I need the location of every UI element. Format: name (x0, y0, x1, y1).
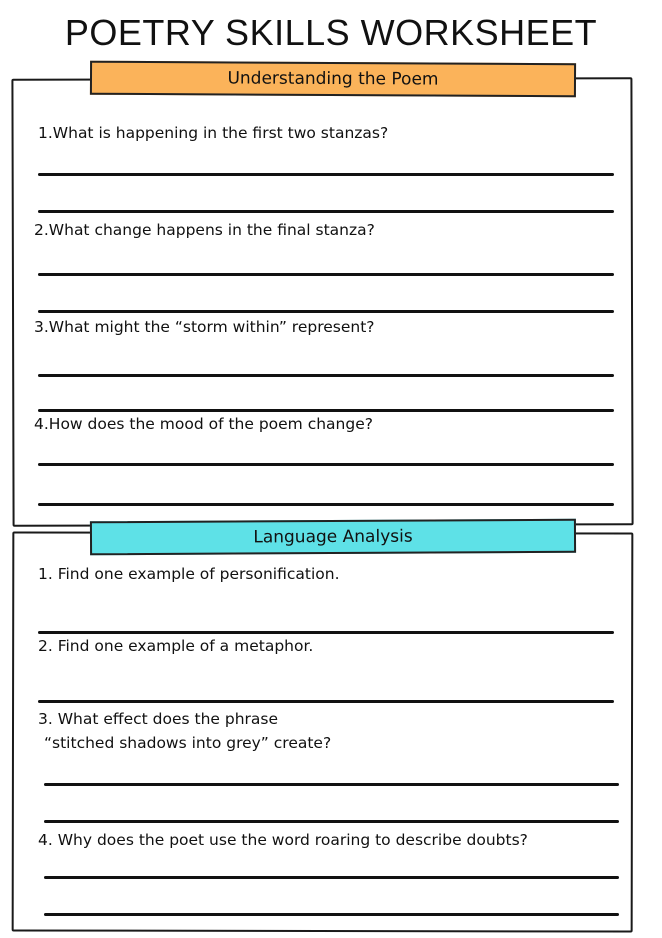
section-understanding-box (11, 77, 633, 527)
answer-line[interactable] (44, 783, 619, 786)
question-2-text: 2.What change happens in the final stanza? (34, 221, 375, 239)
section-understanding-heading: Understanding the Poem (90, 61, 576, 98)
question-2-text: 2. Find one example of a metaphor. (38, 637, 314, 655)
question-3-text-continued: “stitched shadows into grey” create? (44, 734, 332, 752)
question-3-text: 3. What effect does the phrase (38, 710, 279, 728)
answer-line[interactable] (38, 631, 614, 634)
question-4-text: 4.How does the mood of the poem change? (34, 415, 373, 433)
answer-line[interactable] (38, 503, 614, 506)
section-language-box (12, 531, 634, 932)
question-1-text: 1. Find one example of personification. (38, 565, 340, 583)
answer-line[interactable] (38, 310, 614, 313)
question-3-text: 3.What might the “storm within” represent? (34, 318, 375, 336)
question-4-text: 4. Why does the poet use the word roaring to describe doubts? (38, 831, 528, 849)
answer-line[interactable] (38, 463, 614, 466)
worksheet-title: POETRY SKILLS WORKSHEET (64, 12, 598, 53)
answer-line[interactable] (38, 273, 614, 276)
section-language-heading: Language Analysis (90, 519, 576, 556)
answer-line[interactable] (38, 409, 614, 412)
answer-line[interactable] (44, 913, 619, 916)
answer-line[interactable] (38, 210, 614, 213)
answer-line[interactable] (38, 173, 614, 176)
answer-line[interactable] (38, 374, 614, 377)
question-1-text: 1.What is happening in the first two stanzas? (38, 124, 389, 142)
answer-line[interactable] (44, 820, 619, 823)
answer-line[interactable] (44, 876, 619, 879)
answer-line[interactable] (38, 700, 614, 703)
